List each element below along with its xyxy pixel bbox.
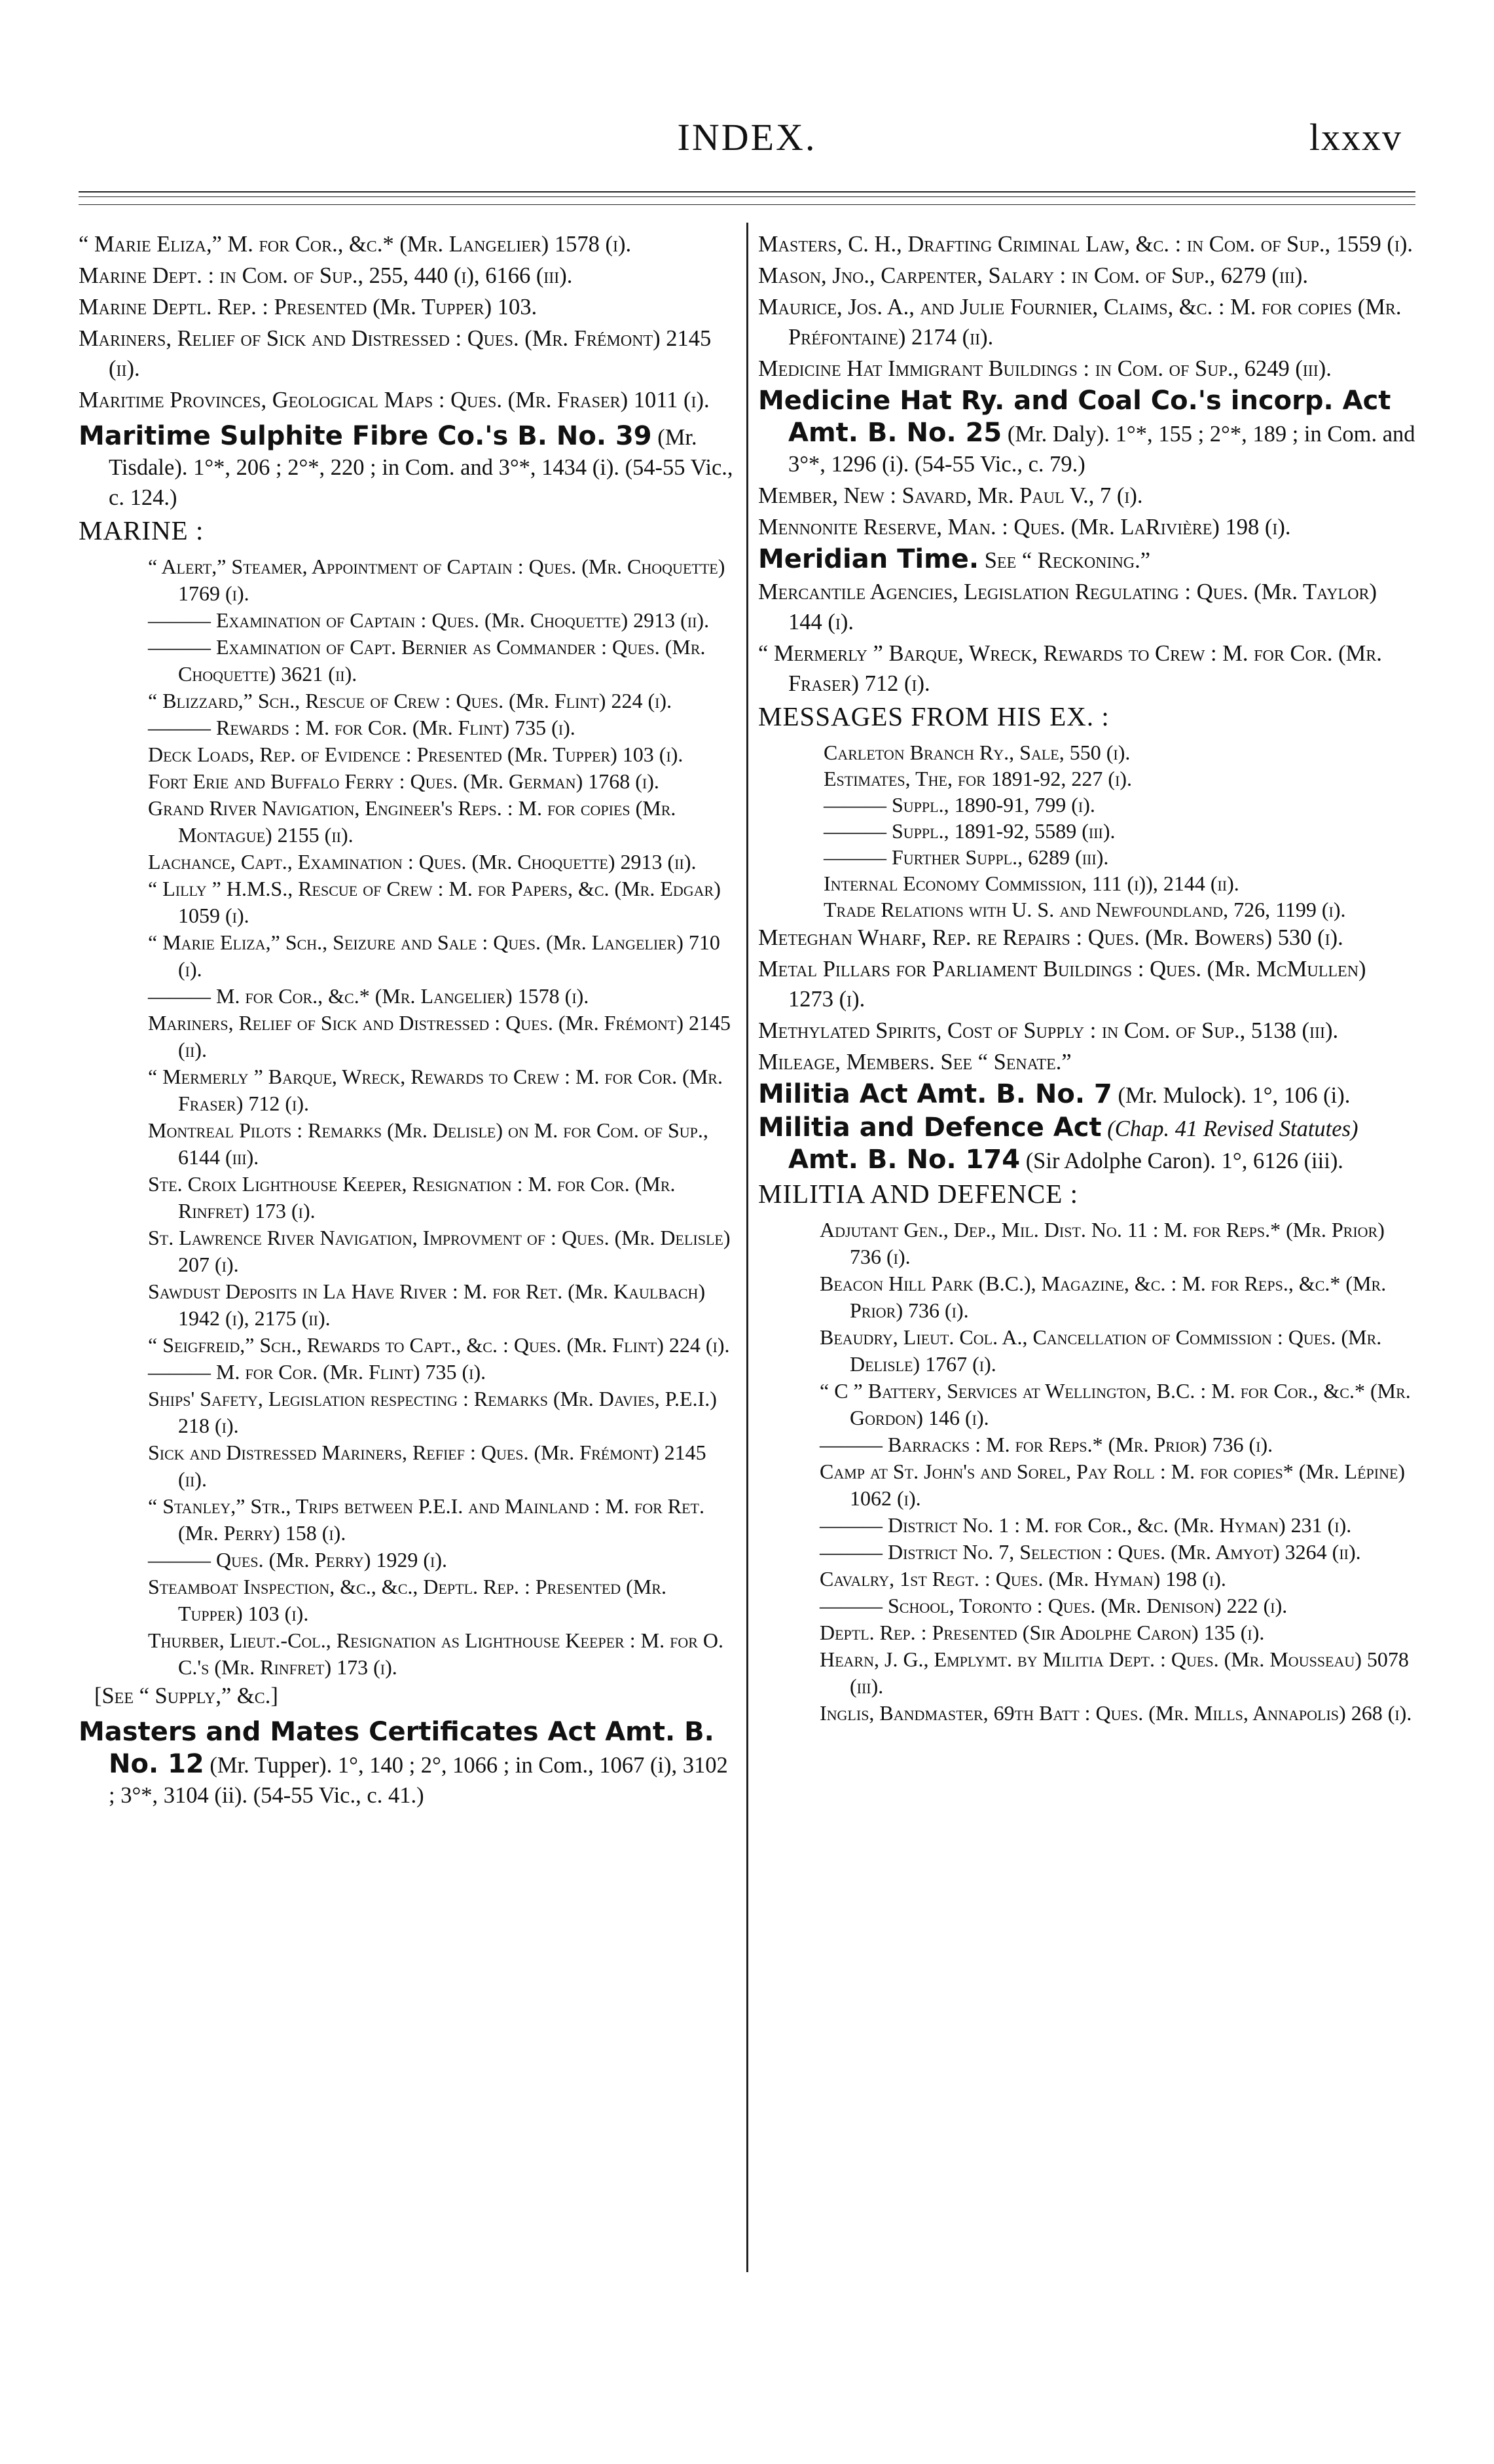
bill-details: (Mr. Tisdale). 1°*, 206 ; 2°*, 220 ; in Com. and 3°*, 1434 (i). (54-55 Vic., c. 124.) [109,425,733,510]
bill-details: (Mr. Daly). 1°*, 155 ; 2°*, 189 ; in Com. and 3°*, 1296 (i). (54-55 Vic., c. 79.) [788,422,1415,477]
section-heading-militia: MILITIA AND DEFENCE : [758,1179,1079,1209]
index-entry: “ Mermerly ” Barque, Wreck, Rewards to Crew : M. for Cor. (Mr. Fraser) 712 (i). [758,641,1382,696]
see-reference: [See “ Supply,” &c.] [94,1683,278,1708]
sub-entry: Steamboat Inspection, &c., &c., Deptl. Rep. : Presented (Mr. Tupper) 103 (i). [148,1575,666,1625]
sub-entry: “ Stanley,” Str., Trips between P.E.I. and Mainland : M. for Ret. (Mr. Perry) 158 (i). [148,1494,704,1545]
sub-entry: St. Lawrence River Navigation, Improvment of : Ques. (Mr. Delisle) 207 (i). [148,1226,731,1276]
sub-entry: Lachance, Capt., Examination : Ques. (Mr. Choquette) 2913 (ii). [148,850,697,873]
sub-entry: Sawdust Deposits in La Have River : M. for Ret. (Mr. Kaulbach) 1942 (i), 2175 (ii). [148,1279,706,1330]
sub-entry: Carleton Branch Ry., Sale, 550 (i). [824,741,1131,764]
page-title: INDEX. [677,116,817,158]
sub-entry: “ Lilly ” H.M.S., Rescue of Crew : M. for Papers, &c. (Mr. Edgar) 1059 (i). [148,877,721,927]
sub-entry: “ Blizzard,” Sch., Rescue of Crew : Ques. (Mr. Flint) 224 (i). [148,689,672,712]
index-entry: Mennonite Reserve, Man. : Ques. (Mr. LaRivière) 198 (i). [758,515,1291,540]
index-entry: “ Marie Eliza,” M. for Cor., &c.* (Mr. Langelier) 1578 (i). [79,232,632,257]
bill-title: Medicine Hat Ry. and Coal Co.'s incorp. Act Amt. B. No. 25 [758,386,1391,448]
sub-entry: ——— Suppl., 1891-92, 5589 (iii). [824,819,1116,843]
index-entry: Mariners, Relief of Sick and Distressed : Ques. (Mr. Frémont) 2145 (ii). [79,326,712,381]
bill-title: Militia and Defence Act [758,1112,1102,1143]
sub-entry: Ships' Safety, Legislation respecting : Remarks (Mr. Davies, P.E.I.) 218 (i). [148,1387,717,1437]
header-rule-top [79,191,1415,193]
bill-details: (Mr. Mulock). 1°, 106 (i). [1118,1083,1351,1108]
sub-entry: ——— Suppl., 1890-91, 799 (i). [824,793,1095,817]
sub-entry: “ Mermerly ” Barque, Wreck, Rewards to Crew : M. for Cor. (Mr. Fraser) 712 (i). [148,1065,723,1115]
index-entry: Mileage, Members. See “ Senate.” [758,1050,1072,1075]
sub-entry: Mariners, Relief of Sick and Distressed : Ques. (Mr. Frémont) 2145 (ii). [148,1011,731,1061]
index-entry: Mercantile Agencies, Legislation Regulating : Ques. (Mr. Taylor) 144 (i). [758,579,1377,634]
sub-entry: Inglis, Bandmaster, 69th Batt : Ques. (Mr. Mills, Annapolis) 268 (i). [820,1701,1412,1725]
sub-entry: Grand River Navigation, Engineer's Reps. : M. for copies (Mr. Montague) 2155 (ii). [148,796,676,847]
bill-entry [79,420,733,513]
sub-entry: ——— M. for Cor. (Mr. Flint) 735 (i). [148,1360,486,1384]
sub-entry: Sick and Distressed Mariners, Refief : Ques. (Mr. Frémont) 2145 (ii). [148,1441,706,1491]
index-entry: Masters, C. H., Drafting Criminal Law, &c. : in Com. of Sup., 1559 (i). [758,232,1413,257]
sub-entry: Hearn, J. G., Emplymt. by Militia Dept. : Ques. (Mr. Mousseau) 5078 (iii). [820,1647,1409,1698]
bill-entry [758,1112,1416,1176]
sub-entry: Adjutant Gen., Dep., Mil. Dist. No. 11 : M. for Reps.* (Mr. Prior) 736 (i). [820,1218,1385,1268]
index-entry: Marine Deptl. Rep. : Presented (Mr. Tupper) 103. [79,295,537,320]
sub-entry: ——— Further Suppl., 6289 (iii). [824,845,1109,869]
page-number: lxxxv [1309,116,1402,158]
index-entry: Mason, Jno., Carpenter, Salary : in Com. of Sup., 6279 (iii). [758,263,1308,288]
bill-entry [758,385,1416,479]
sub-entry: Montreal Pilots : Remarks (Mr. Delisle) on M. for Com. of Sup., 6144 (iii). [148,1118,708,1169]
index-entry: Metal Pillars for Parliament Buildings : Ques. (Mr. McMullen) 1273 (i). [758,957,1366,1012]
bill-entry [758,1078,1416,1111]
sub-entry: ——— School, Toronto : Ques. (Mr. Denison) 222 (i). [820,1594,1288,1617]
sub-entry: “ C ” Battery, Services at Wellington, B.C. : M. for Cor., &c.* (Mr. Gordon) 146 (i). [820,1379,1411,1429]
see-reference: See “ Reckoning.” [984,548,1151,573]
bill-entry [79,1716,733,1811]
sub-entry: ——— Rewards : M. for Cor. (Mr. Flint) 735 (i). [148,716,575,739]
index-entry: Meteghan Wharf, Rep. re Repairs : Ques. (Mr. Bowers) 530 (i). [758,925,1343,950]
sub-entry: ——— Barracks : M. for Reps.* (Mr. Prior) 736 (i). [820,1433,1273,1456]
index-entry: Marine Dept. : in Com. of Sup., 255, 440 (i), 6166 (iii). [79,263,573,288]
bill-entry [758,543,1416,576]
index-entry: Maritime Provinces, Geological Maps : Ques. (Mr. Fraser) 1011 (i). [79,388,710,413]
sub-entry: Deck Loads, Rep. of Evidence : Presented (Mr. Tupper) 103 (i). [148,743,683,766]
bill-statute-ref: (Chap. 41 Revised Statutes) [1107,1116,1358,1141]
index-entry: Maurice, Jos. A., and Julie Fournier, Claims, &c. : M. for copies (Mr. Préfontaine) 2174 (ii). [758,295,1402,350]
sub-entry: Deptl. Rep. : Presented (Sir Adolphe Caron) 135 (i). [820,1621,1265,1644]
sub-entry: Fort Erie and Buffalo Ferry : Ques. (Mr. German) 1768 (i). [148,769,659,793]
index-entry: Member, New : Savard, Mr. Paul V., 7 (i). [758,483,1143,508]
sub-entry: Cavalry, 1st Regt. : Ques. (Mr. Hyman) 198 (i). [820,1567,1226,1591]
sub-entry: Internal Economy Commission, 111 (i)), 2144 (ii). [824,872,1239,895]
sub-entry: “ Seigfreid,” Sch., Rewards to Capt., &c. : Ques. (Mr. Flint) 224 (i). [148,1333,730,1357]
bill-details: (Sir Adolphe Caron). 1°, 6126 (iii). [1025,1149,1343,1173]
sub-entry: Beacon Hill Park (B.C.), Magazine, &c. : M. for Reps., &c.* (Mr. Prior) 736 (i). [820,1272,1387,1322]
bill-title: Masters and Mates Certificates Act Amt. B. No. 12 [79,1717,714,1779]
bill-title: Meridian Time. [758,544,979,574]
page-header [0,111,1494,170]
sub-entry: ——— Ques. (Mr. Perry) 1929 (i). [148,1548,448,1572]
sub-entry: ——— District No. 1 : M. for Cor., &c. (Mr. Hyman) 231 (i). [820,1513,1352,1537]
index-entry: Medicine Hat Immigrant Buildings : in Com. of Sup., 6249 (iii). [758,356,1332,381]
sub-entry: Beaudry, Lieut. Col. A., Cancellation of Commission : Ques. (Mr. Delisle) 1767 (i). [820,1325,1382,1376]
sub-entry: Camp at St. John's and Sorel, Pay Roll : M. for copies* (Mr. Lépine) 1062 (i). [820,1460,1406,1510]
sub-entry: ——— Examination of Capt. Bernier as Commander : Ques. (Mr. Choquette) 3621 (ii). [148,635,706,686]
section-heading-marine: MARINE : [79,515,204,545]
sub-entry: ——— Examination of Captain : Ques. (Mr. Choquette) 2913 (ii). [148,608,710,632]
right-column [758,229,1416,1727]
sub-entry: Ste. Croix Lighthouse Keeper, Resignation : M. for Cor. (Mr. Rinfret) 173 (i). [148,1172,676,1223]
left-column [79,229,733,1812]
sub-entry: ——— District No. 7, Selection : Ques. (Mr. Amyot) 3264 (ii). [820,1540,1361,1564]
bill-details: (Mr. Tupper). 1°, 140 ; 2°, 1066 ; in Com., 1067 (i), 3102 ; 3°*, 3104 (ii). (54-55 Vic., c. 41.) [109,1753,728,1808]
bill-title: Maritime Sulphite Fibre Co.'s B. No. 39 [79,421,652,451]
sub-entry: ——— M. for Cor., &c.* (Mr. Langelier) 1578 (i). [148,984,589,1008]
sub-entry: “ Marie Eliza,” Sch., Seizure and Sale : Ques. (Mr. Langelier) 710 (i). [148,930,720,981]
column-divider [746,223,748,2272]
sub-entry: Trade Relations with U. S. and Newfoundland, 726, 1199 (i). [824,898,1346,921]
index-entry: Methylated Spirits, Cost of Supply : in Com. of Sup., 5138 (iii). [758,1018,1339,1043]
section-heading-messages: MESSAGES FROM HIS EX. : [758,701,1110,731]
bill-title: Militia Act Amt. B. No. 7 [758,1079,1112,1109]
sub-entry: Thurber, Lieut.-Col., Resignation as Lighthouse Keeper : M. for O. C.'s (Mr. Rinfret) 173 (i). [148,1628,723,1679]
bill-title-continued: Amt. B. No. 174 [788,1145,1021,1175]
sub-entry: Estimates, The, for 1891-92, 227 (i). [824,767,1133,790]
header-rule-bottom [79,196,1415,197]
sub-entry: “ Alert,” Steamer, Appointment of Captain : Ques. (Mr. Choquette) 1769 (i). [148,555,725,605]
header-rule-third [79,204,1415,205]
